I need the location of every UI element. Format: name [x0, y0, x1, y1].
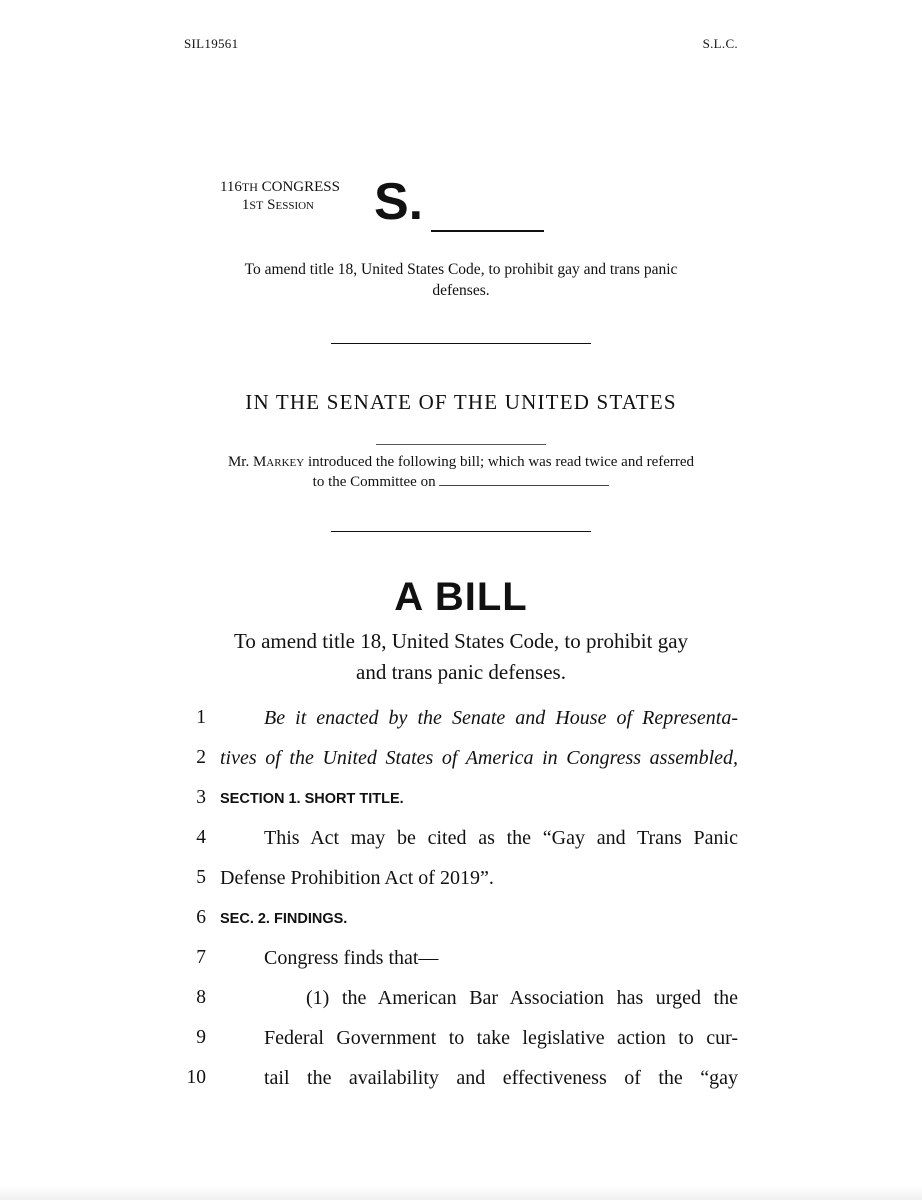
section-heading: SEC. 2. FINDINGS.: [220, 911, 348, 927]
bill-heading: A BILL: [394, 575, 528, 619]
line-text: Defense Prohibition Act of 2019”.: [220, 867, 494, 889]
session-line: 1ST Session: [241, 197, 314, 213]
line-text: tail the availability and effectiveness of the “gay: [264, 1067, 738, 1089]
line-text: tives of the United States of America in Congress assembled,: [220, 747, 738, 769]
line-number: 10: [186, 1067, 206, 1088]
document-id: SIL19561: [184, 36, 239, 51]
line-number: 9: [196, 1027, 206, 1048]
bill-number-blank: [431, 230, 544, 232]
line-number: 3: [196, 787, 206, 808]
section-heading: SECTION 1. SHORT TITLE.: [220, 791, 404, 807]
short-purpose: To amend title 18, United States Code, to prohibit gay and trans panic defenses.: [244, 261, 678, 299]
bill-number-prefix: S.: [374, 173, 424, 231]
line-number: 5: [196, 867, 206, 888]
slc-label: S.L.C.: [702, 36, 738, 51]
line-text: (1) the American Bar Association has urged the: [306, 987, 738, 1009]
sponsor-name: Markey: [252, 454, 305, 470]
line-text: Congress finds that—: [264, 947, 439, 969]
page-bottom-shade: [0, 1186, 922, 1200]
chamber-heading: IN THE SENATE OF THE UNITED STATES: [245, 390, 677, 414]
line-number: 1: [196, 707, 206, 728]
line-number: 7: [196, 947, 206, 968]
divider-rule-2: [331, 531, 591, 532]
congress-line: 116TH CONGRESS: [219, 179, 340, 195]
line-number: 8: [196, 987, 206, 1008]
thin-divider: [376, 444, 546, 445]
line-text: Be it enacted by the Senate and House of Representa-: [264, 707, 738, 729]
line-text: Federal Government to take legislative action to cur-: [264, 1027, 738, 1049]
divider-rule: [331, 343, 591, 344]
line-number: 6: [196, 907, 206, 928]
line-number: 4: [196, 827, 206, 848]
line-number: 2: [196, 747, 206, 768]
long-purpose: To amend title 18, United States Code, to prohibit gay and trans panic defenses.: [233, 629, 689, 684]
line-text: This Act may be cited as the “Gay and Trans Panic: [264, 827, 738, 849]
congress-session-block: [160, 178, 340, 214]
committee-blank: [439, 473, 609, 486]
introduction-text: Mr. Markey introduced the following bill; which was read twice and referred to the Committee on: [227, 454, 695, 490]
